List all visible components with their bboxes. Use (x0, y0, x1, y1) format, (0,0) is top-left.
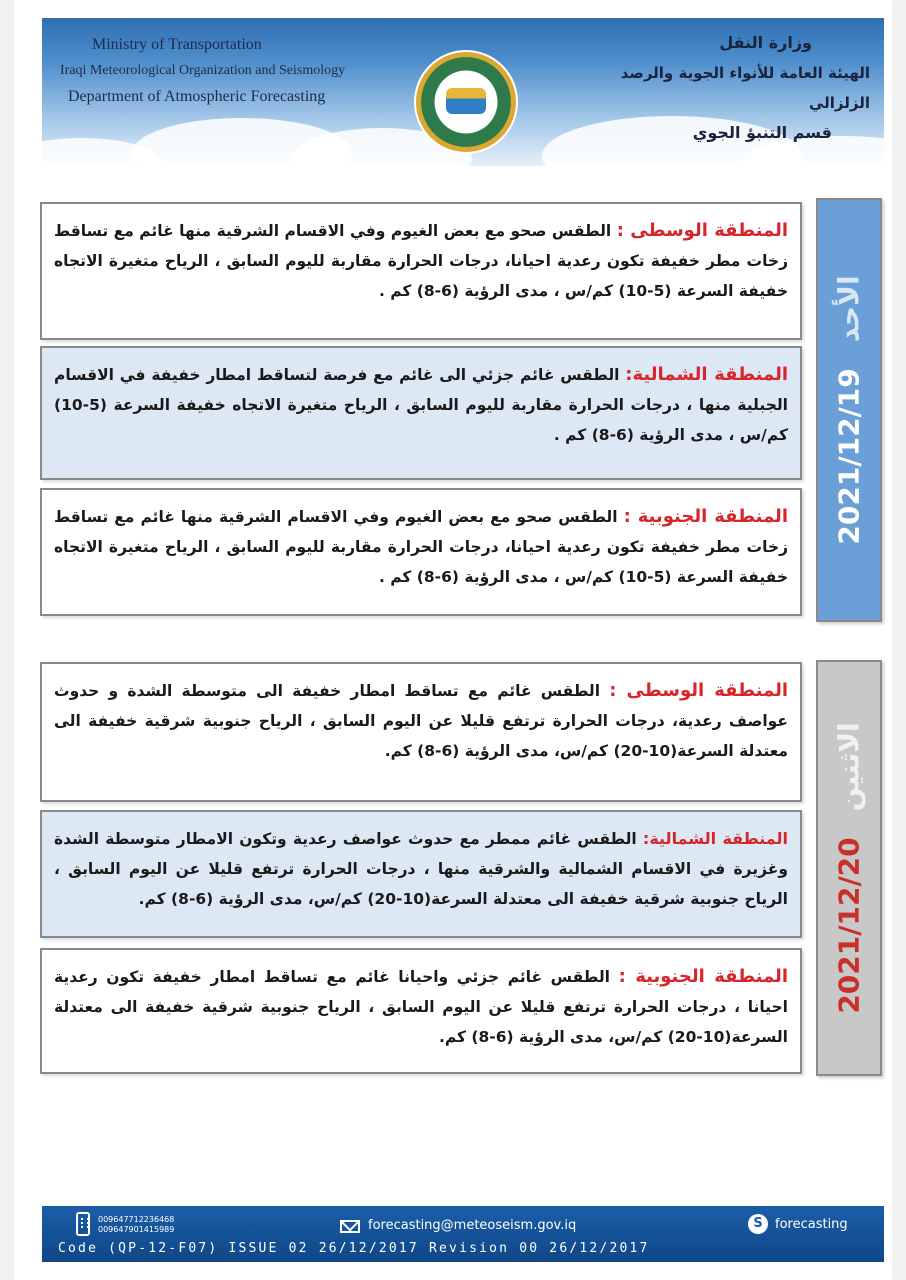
region-title: المنطقة الشمالية: (625, 364, 788, 385)
department-name-en: Department of Atmospheric Forecasting (68, 88, 326, 105)
email-address[interactable]: forecasting@meteoseism.gov.iq (368, 1218, 577, 1233)
mail-icon (340, 1220, 360, 1233)
region-text: الطقس صحو مع بعض الغيوم وفي الاقسام الشرقية منها غائم مع تساقط زخات مطر خفيفة تكون رعدية احيانا، درجات الحرارة مقاربة لليوم السابق ، الرياح متغيرة الاتجاه خفيفة السرعة (5-10) كم/س ، مدى الرؤية (6-8) كم . (54, 508, 788, 586)
region-text: الطقس غائم ممطر مع حدوث عواصف رعدية وتكون الامطار متوسطة الشدة وغزيرة في الاقسام الشمالية والشرقية منها ، درجات الحرارة ترتفع قليلا عن اليوم السابق ، الرياح جنوبية شرقية خفيفة الى معتدلة السرعة(10-20) كم/س، مدى الرؤية (6-8) كم. (54, 830, 788, 908)
region-title: المنطقة الوسطى : (616, 220, 788, 241)
department-name-ar: قسم التنبؤ الجوي (692, 123, 832, 142)
phone-numbers (98, 1215, 174, 1235)
phone-number-2: 009647901415989 (98, 1225, 175, 1234)
day-section-2 (40, 660, 882, 1076)
seal-emblem (446, 88, 486, 114)
region-box-central (40, 662, 802, 802)
header-banner (42, 18, 884, 166)
date-label (833, 275, 866, 544)
footer (42, 1206, 884, 1262)
skype-icon: S (748, 1214, 768, 1234)
date-band (816, 198, 882, 622)
region-text: الطقس غائم جزئي الى غائم مع فرصة لتساقط امطار خفيفة في الاقسام الجبلية منها ، درجات الحرارة مقاربة لليوم السابق ، الرياح متغيرة الاتجاه خفيفة السرعة (5-10) كم/س ، مدى الرؤية (6-8) كم . (54, 366, 788, 444)
region-box-central (40, 202, 802, 340)
phone-number-1: 009647712236468 (98, 1215, 175, 1224)
organization-name-en: Iraqi Meteorological Organization and Seismology (60, 63, 346, 78)
region-box-south (40, 488, 802, 616)
region-text: الطقس صحو مع بعض الغيوم وفي الاقسام الشرقية منها غائم مع تساقط زخات مطر خفيفة تكون رعدية احيانا، درجات الحرارة مقاربة لليوم السابق ، الرياح متغيرة الاتجاه خفيفة السرعة (5-10) كم/س ، مدى الرؤية (6-8) كم . (54, 222, 788, 300)
region-title: المنطقة الشمالية: (642, 829, 788, 848)
region-title: المنطقة الجنوبية : (623, 506, 788, 527)
date-band (816, 660, 882, 1076)
date-label (833, 722, 866, 1013)
ministry-name-en: Ministry of Transportation (92, 36, 262, 53)
seal-logo (414, 50, 518, 154)
document-code: Code (QP-12-F07) ISSUE 02 26/12/2017 Revision 00 26/12/2017 (58, 1241, 650, 1256)
day-section-1 (40, 198, 882, 622)
organization-name-ar: الهيئة العامة للأنواء الجوية والرصد الزلزالي (620, 64, 870, 112)
skype-handle[interactable]: forecasting (775, 1217, 848, 1232)
region-box-south (40, 948, 802, 1074)
phone-icon (76, 1212, 90, 1236)
region-text: الطقس غائم جزئي واحيانا غائم مع تساقط امطار خفيفة تكون رعدية احيانا ، درجات الحرارة ترتفع قليلا عن اليوم السابق ، الرياح جنوبية شرقية خفيفة الى معتدلة السرعة(10-20) كم/س، مدى الرؤية (6-8) كم. (54, 968, 788, 1046)
region-box-north (40, 810, 802, 938)
region-box-north (40, 346, 802, 480)
header-english (60, 32, 360, 110)
region-title: المنطقة الوسطى : (609, 680, 788, 701)
region-text: الطقس غائم مع تساقط امطار خفيفة الى متوسطة الشدة و حدوث عواصف رعدية، درجات الحرارة ترتفع قليلا عن اليوم السابق ، الرياح جنوبية شرقية خفيفة الى معتدلة السرعة(10-20) كم/س، مدى الرؤية (6-8) كم. (54, 682, 788, 760)
forecast-date: 2021/12/19 (832, 368, 866, 545)
header-arabic (570, 28, 870, 148)
day-name: الاثنين (832, 722, 866, 812)
region-title: المنطقة الجنوبية : (618, 966, 788, 987)
forecast-date: 2021/12/20 (832, 837, 866, 1014)
ministry-name-ar: وزارة النقل (719, 33, 812, 52)
day-name: الأحد (832, 275, 866, 343)
